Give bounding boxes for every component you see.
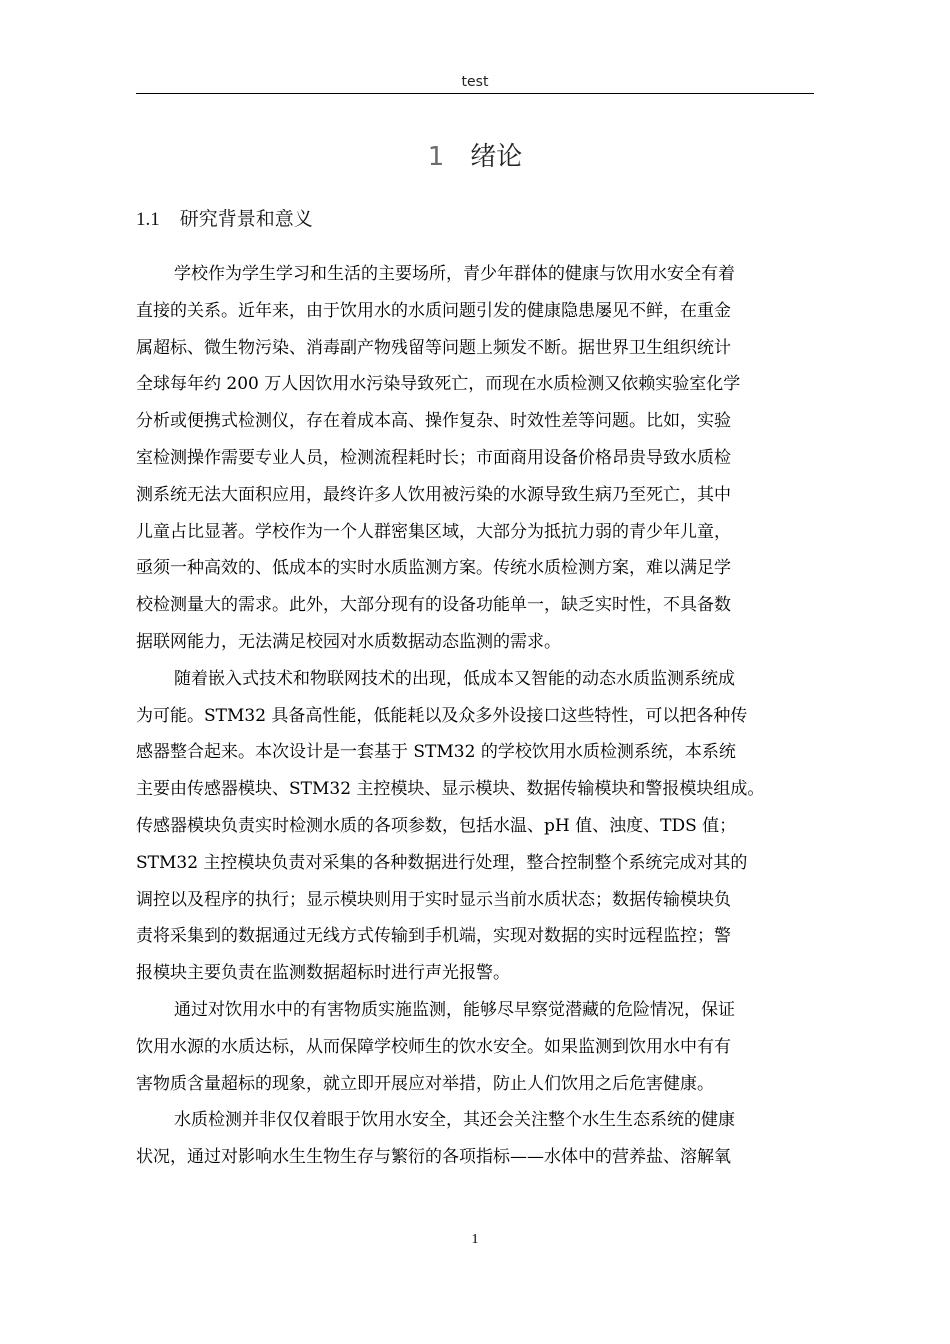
paragraph-line: 学校作为学生学习和生活的主要场所，青少年群体的健康与饮用水安全有着 xyxy=(174,264,735,284)
paragraph-line: 报模块主要负责在监测数据超标时进行声光报警。 xyxy=(136,963,510,984)
paragraph-line: 随着嵌入式技术和物联网技术的出现，低成本又智能的动态水质监测系统成 xyxy=(174,668,735,689)
paragraph-line: 亟须一种高效的、低成本的实时水质监测方案。传统水质检测方案，难以满足学 xyxy=(136,558,731,579)
paragraph-line: 通过对饮用水中的有害物质实施监测，能够尽早察觉潜藏的危险情况，保证 xyxy=(174,999,735,1020)
paragraph-line: 测系统无法大面积应用，最终许多人饮用被污染的水源导致生病乃至死亡，其中 xyxy=(136,484,731,505)
chapter-number: 1 xyxy=(427,142,445,172)
paragraph-line: 分析或便携式检测仪，存在着成本高、操作复杂、时效性差等问题。比如，实验 xyxy=(136,411,731,432)
paragraph-line: 室检测操作需要专业人员，检测流程耗时长；市面商用设备价格昂贵导致水质检 xyxy=(136,447,731,468)
header-divider xyxy=(136,93,814,94)
paragraph-line: 属超标、微生物污染、消毒副产物残留等问题上频发不断。据世界卫生组织统计 xyxy=(136,337,731,358)
section-title: 研究背景和意义 xyxy=(179,208,313,230)
paragraph-line: 全球每年约 200 万人因饮用水污染导致死亡，而现在水质检测又依赖实验室化学 xyxy=(136,374,741,395)
paragraph-line: STM32 主控模块负责对采集的各种数据进行处理，整合控制整个系统完成对其的 xyxy=(136,852,748,873)
paragraph-line: 感器整合起来。本次设计是一套基于 STM32 的学校饮用水质检测系统，本系统 xyxy=(136,742,736,763)
paragraph-line: 为可能。STM32 具备高性能，低能耗以及众多外设接口这些特性，可以把各种传 xyxy=(136,705,748,726)
chapter-title: 绪论 xyxy=(470,142,523,172)
section-heading xyxy=(136,204,313,231)
paragraph-line: 害物质含量超标的现象，就立即开展应对举措，防止人们饮用之后危害健康。 xyxy=(136,1073,714,1094)
paragraph-line: 水质检测并非仅仅着眼于饮用水安全，其还会关注整个水生生态系统的健康 xyxy=(174,1110,735,1131)
chapter-heading xyxy=(136,136,814,173)
paragraph-line: 状况，通过对影响水生生物生存与繁衍的各项指标——水体中的营养盐、溶解氧 xyxy=(136,1147,731,1168)
section-number: 1.1 xyxy=(136,209,160,230)
paragraph-line: 校检测量大的需求。此外，大部分现有的设备功能单一，缺乏实时性，不具备数 xyxy=(136,595,731,616)
paragraph-line: 据联网能力，无法满足校园对水质数据动态监测的需求。 xyxy=(136,631,561,652)
paragraph-line: 儿童占比显著。学校作为一个人群密集区域，大部分为抵抗力弱的青少年儿童， xyxy=(136,521,731,542)
paragraph-line: 饮用水源的水质达标，从而保障学校师生的饮水安全。如果监测到饮用水中有有 xyxy=(136,1036,731,1057)
paragraph-line: 调控以及程序的执行；显示模块则用于实时显示当前水质状态；数据传输模块负 xyxy=(136,889,731,910)
paragraph-line: 主要由传感器模块、STM32 主控模块、显示模块、数据传输模块和警报模块组成。 xyxy=(136,779,765,800)
paragraph-line: 传感器模块负责实时检测水质的各项参数，包括水温、pH 值、浊度、TDS 值； xyxy=(136,815,737,836)
page-header: test xyxy=(461,74,489,90)
page-number: 1 xyxy=(471,1232,479,1247)
paragraph-line: 直接的关系。近年来，由于饮用水的水质问题引发的健康隐患屡见不鲜，在重金 xyxy=(136,300,731,321)
paragraph-line: 责将采集到的数据通过无线方式传输到手机端，实现对数据的实时远程监控；警 xyxy=(136,926,731,947)
body-text xyxy=(136,256,816,1176)
